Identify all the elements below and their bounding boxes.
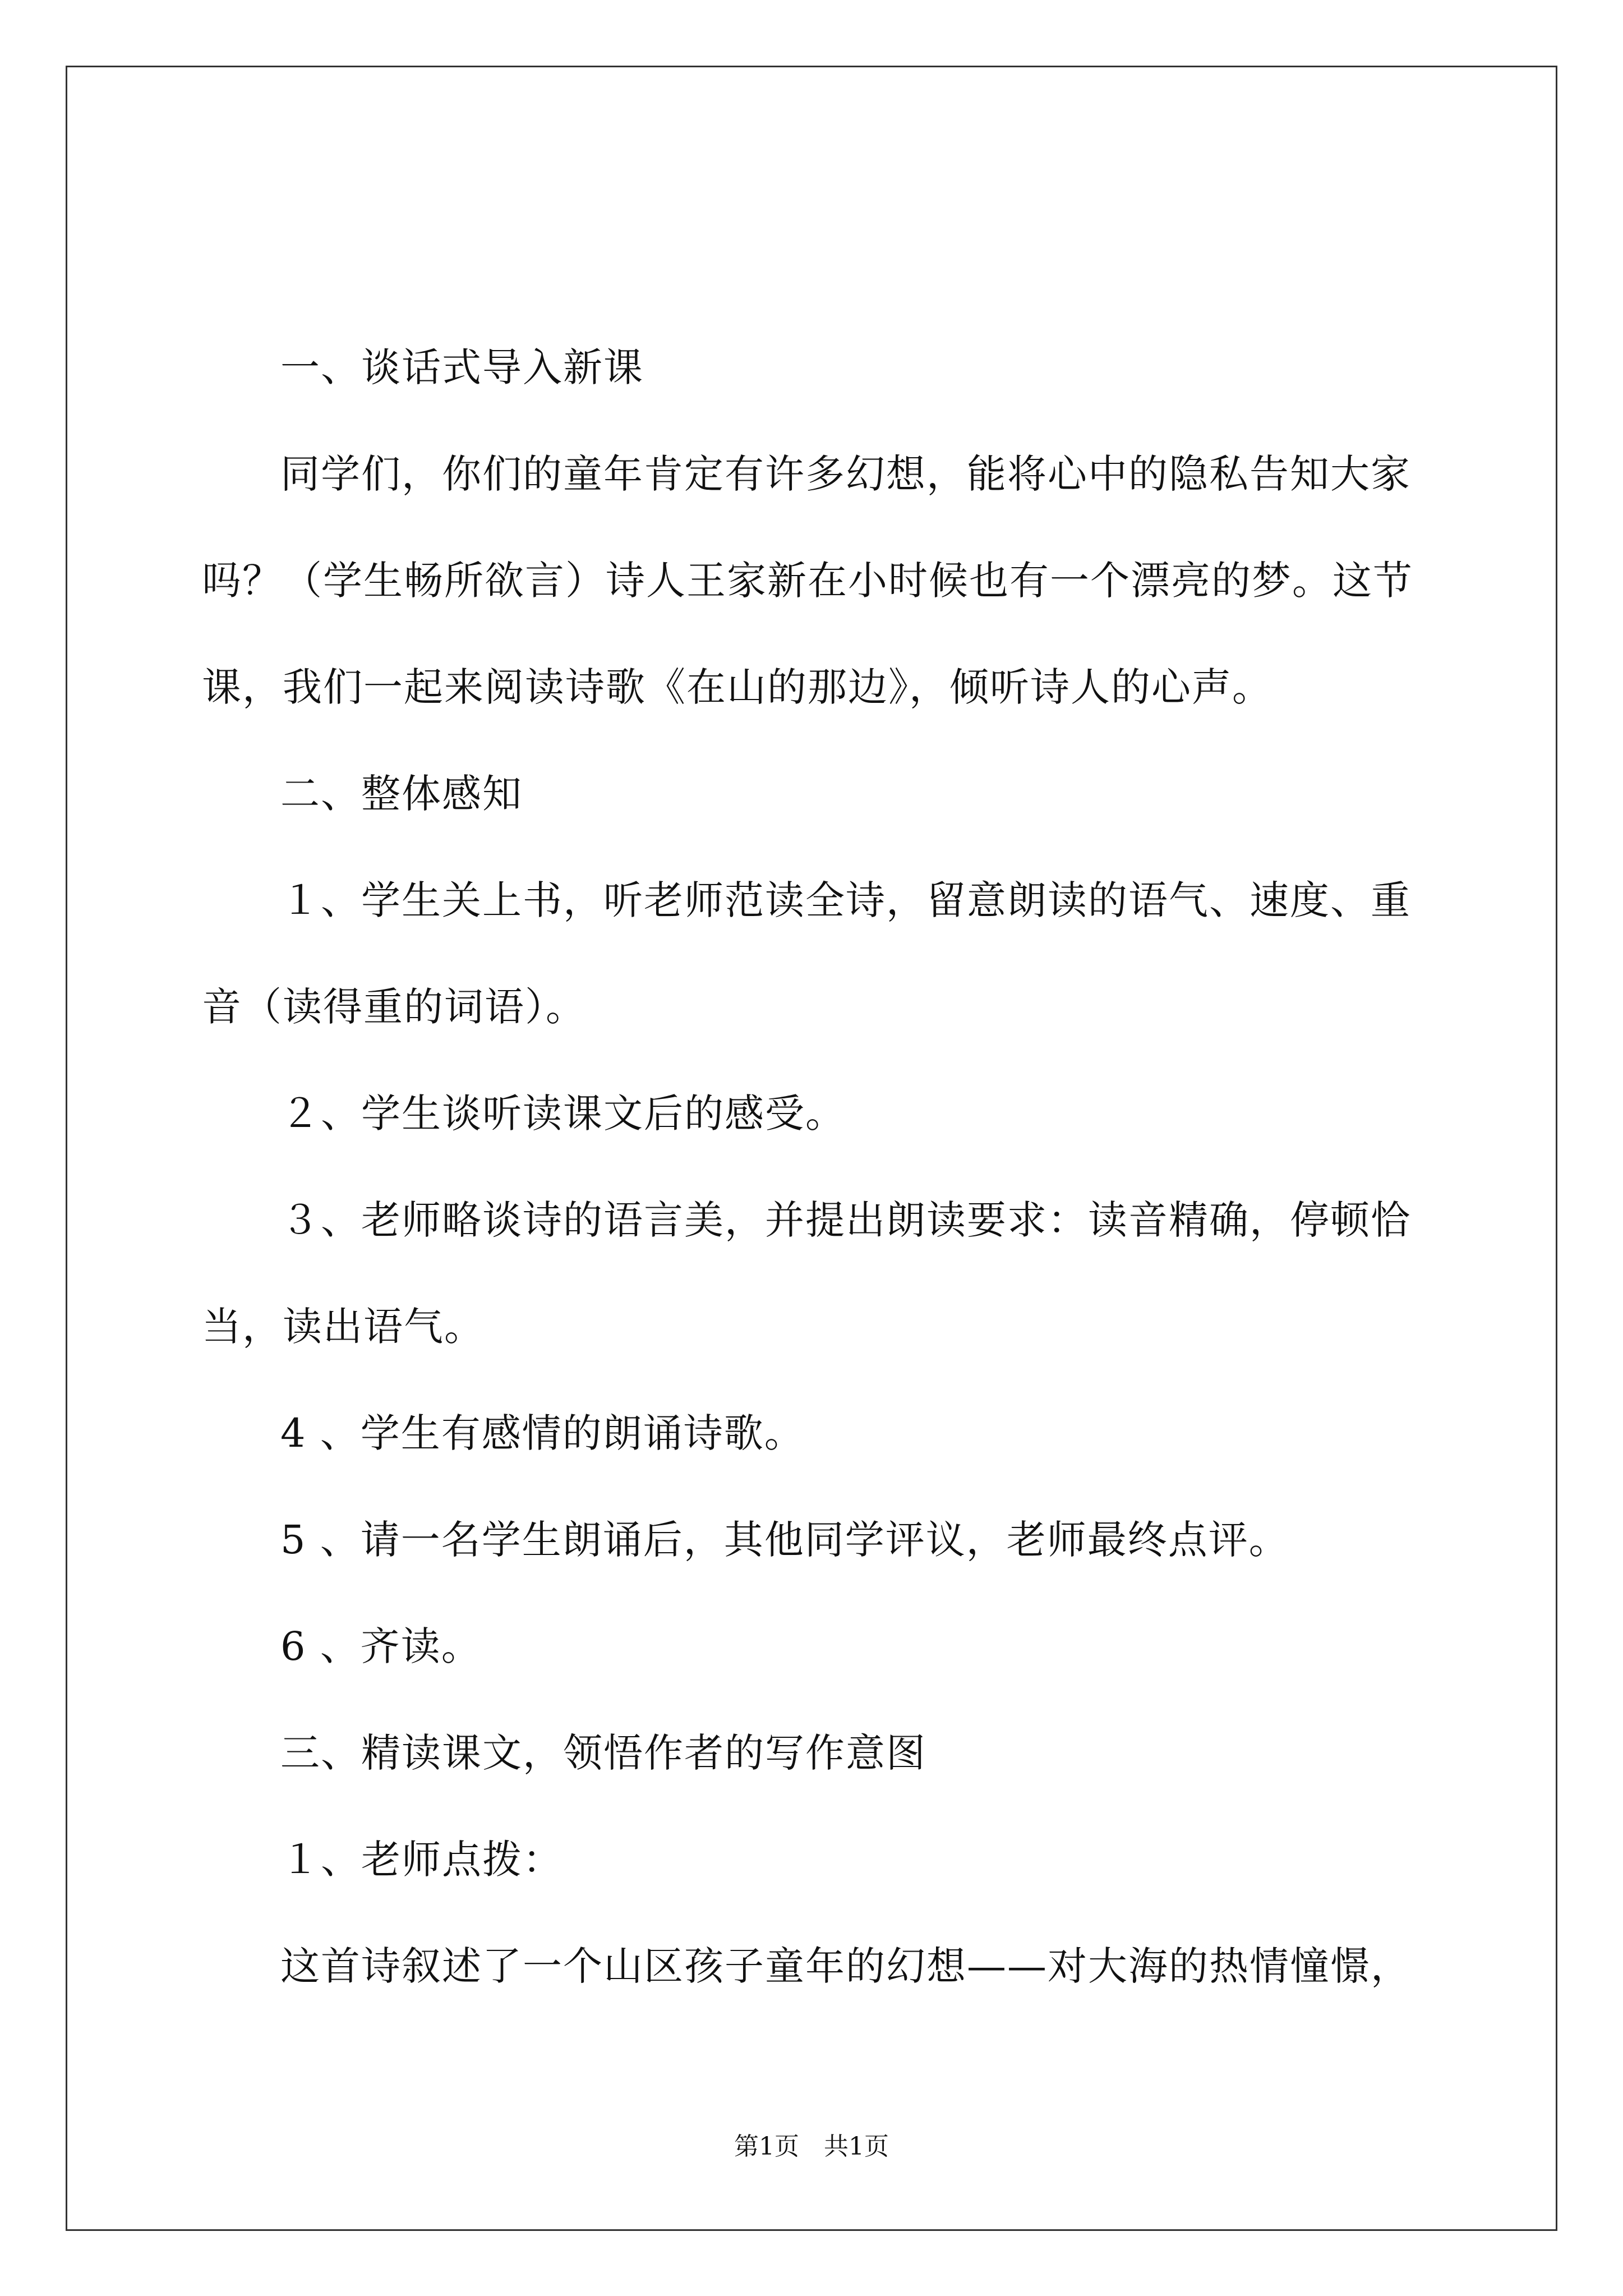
page-footer: 第1页 共1页 xyxy=(734,2132,889,2161)
paragraph: 4 、学生有感情的朗诵诗歌。 xyxy=(280,1410,805,1456)
paragraph: 6 、齐读。 xyxy=(280,1623,482,1669)
paragraph: 二、整体感知 xyxy=(280,771,523,817)
paragraph: １、学生关上书，听老师范读全诗，留意朗读的语气、速度、重音（读得重的词语）。 xyxy=(202,877,1411,1030)
paragraph: 5 、请一名学生朗诵后，其他同学评议，老师最终点评。 xyxy=(280,1517,1289,1563)
paragraph: 三、精读课文，领悟作者的写作意图 xyxy=(280,1730,926,1776)
paragraph: １、老师点拨： xyxy=(280,1837,563,1883)
paragraph: 这首诗叙述了一个山区孩子童年的幻想——对大海的热情憧憬， xyxy=(280,1943,1411,1989)
paragraph: ３、老师略谈诗的语言美，并提出朗读要求：读音精确，停顿恰当，读出语气。 xyxy=(202,1197,1411,1350)
paragraph: ２、学生谈听读课文后的感受。 xyxy=(280,1091,846,1137)
paragraph: 同学们，你们的童年肯定有许多幻想，能将心中的隐私告知大家吗？（学生畅所欲言）诗人王家新在小时候也有一个漂亮的梦。这节课，我们一起来阅读诗歌《在山的那边》，倾听诗人的心声。 xyxy=(202,451,1413,710)
document-body xyxy=(202,314,1422,2019)
paragraph: 一、谈话式导入新课 xyxy=(280,344,644,390)
